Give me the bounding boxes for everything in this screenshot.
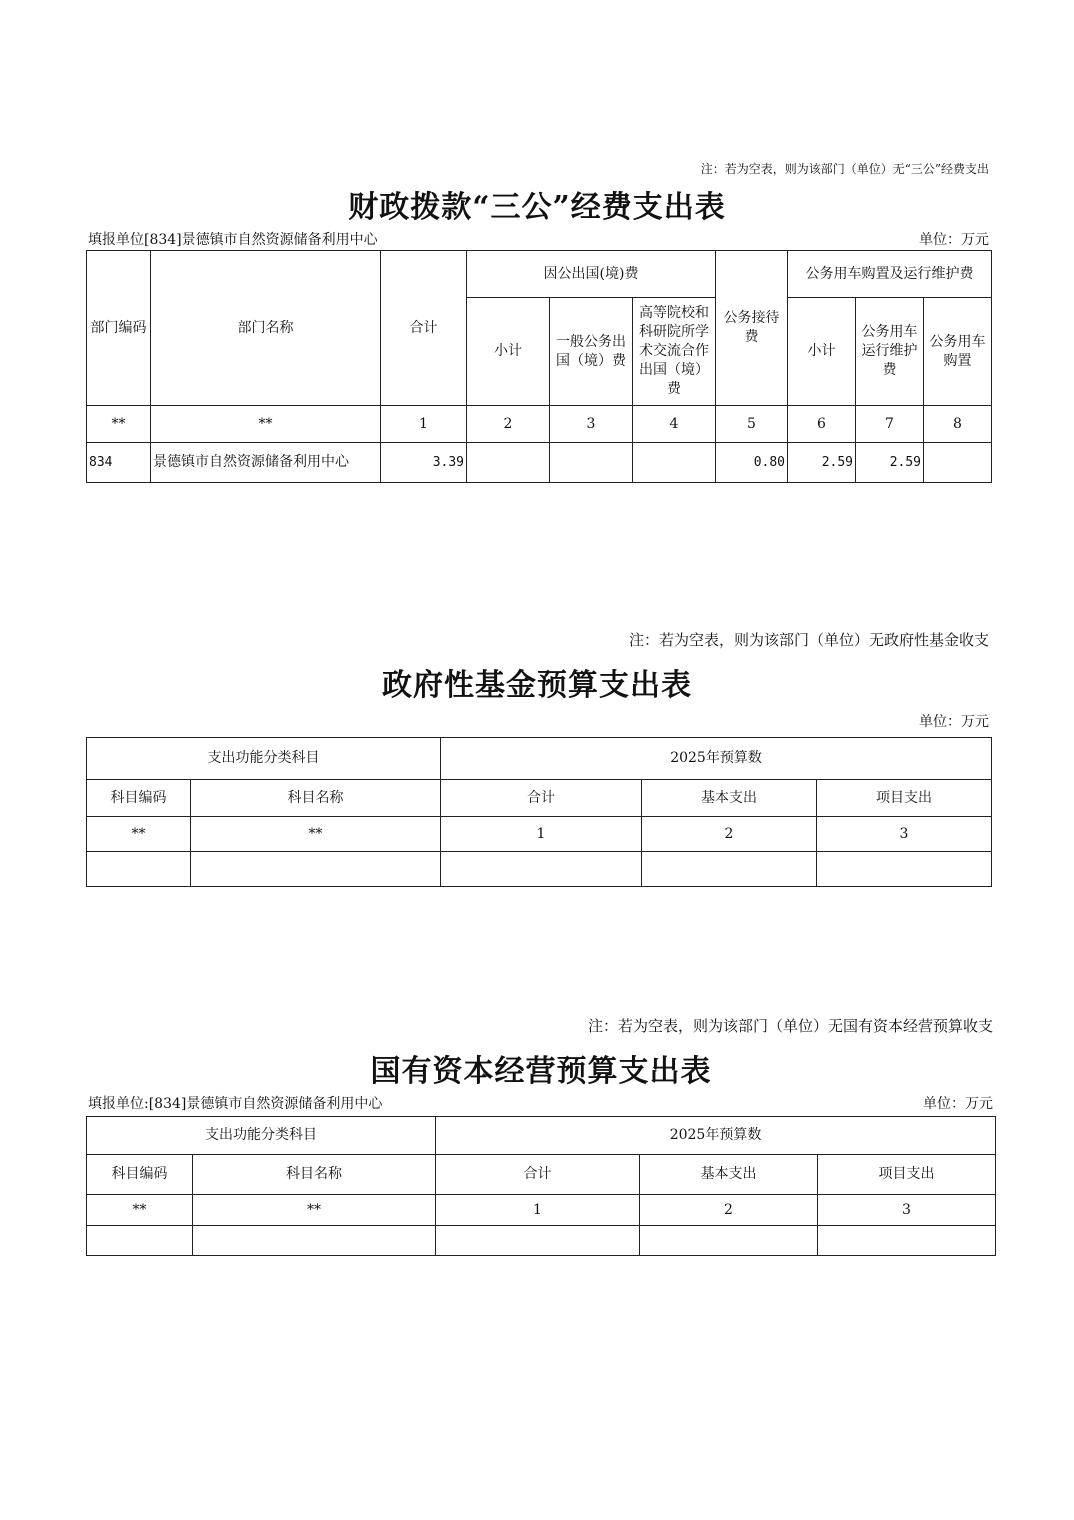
header-abroad-subtotal: 小计 — [467, 298, 550, 406]
header-project: 项目支出 — [817, 780, 992, 817]
state-capital-unit-label: 填报单位:[834]景德镇市自然资源储备利用中心 — [88, 1096, 383, 1112]
index-cell: 7 — [856, 406, 924, 443]
header-vehicle-subtotal: 小计 — [788, 298, 856, 406]
header-vehicle-group: 公务用车购置及运行维护费 — [788, 251, 992, 298]
gov-fund-currency: 单位：万元 — [919, 714, 989, 730]
index-cell: ** — [191, 817, 441, 852]
index-cell: 2 — [642, 817, 817, 852]
index-cell: 5 — [716, 406, 788, 443]
header-abroad-group: 因公出国(境)费 — [467, 251, 716, 298]
row-dept-name: 景德镇市自然资源储备利用中心 — [151, 443, 381, 483]
header-dept-code: 部门编码 — [87, 251, 151, 406]
index-cell: ** — [151, 406, 381, 443]
sanggong-note: 注：若为空表，则为该部门（单位）无“三公”经费支出 — [700, 162, 989, 176]
row-total: 3.39 — [381, 443, 467, 483]
row-vehicle-operation: 2.59 — [856, 443, 924, 483]
row-abroad-general — [550, 443, 633, 483]
index-cell: ** — [87, 817, 191, 852]
header-vehicle-purchase: 公务用车购置 — [924, 298, 992, 406]
header-total: 合计 — [381, 251, 467, 406]
header-subject-code: 科目编码 — [87, 780, 191, 817]
table-row — [87, 852, 992, 887]
header-subject-name: 科目名称 — [191, 780, 441, 817]
row-abroad-academic — [633, 443, 716, 483]
index-row — [87, 1195, 996, 1226]
index-cell: ** — [193, 1195, 436, 1226]
gov-fund-table — [86, 737, 992, 887]
header-reception: 公务接待费 — [716, 251, 788, 406]
header-project: 项目支出 — [818, 1155, 996, 1195]
index-cell: 2 — [640, 1195, 818, 1226]
index-cell: ** — [87, 1195, 193, 1226]
header-budget: 2025年预算数 — [441, 738, 992, 780]
row-reception: 0.80 — [716, 443, 788, 483]
state-capital-table — [86, 1116, 996, 1256]
row-vehicle-purchase — [924, 443, 992, 483]
header-total: 合计 — [436, 1155, 640, 1195]
index-cell: ** — [87, 406, 151, 443]
gov-fund-title: 政府性基金预算支出表 — [382, 668, 692, 703]
index-row — [87, 817, 992, 852]
row-vehicle-subtotal: 2.59 — [788, 443, 856, 483]
row-dept-code: 834 — [87, 443, 151, 483]
header-basic: 基本支出 — [640, 1155, 818, 1195]
header-basic: 基本支出 — [642, 780, 817, 817]
state-capital-note: 注：若为空表，则为该部门（单位）无国有资本经营预算收支 — [587, 1017, 993, 1035]
header-category: 支出功能分类科目 — [87, 738, 441, 780]
sanggong-unit-label: 填报单位[834]景德镇市自然资源储备利用中心 — [88, 232, 378, 248]
index-cell: 3 — [550, 406, 633, 443]
index-cell: 4 — [633, 406, 716, 443]
sanggong-table — [86, 250, 992, 483]
header-subject-code: 科目编码 — [87, 1155, 193, 1195]
header-vehicle-operation: 公务用车运行维护费 — [856, 298, 924, 406]
sanggong-currency: 单位：万元 — [919, 232, 989, 248]
index-cell: 1 — [381, 406, 467, 443]
header-budget: 2025年预算数 — [436, 1117, 996, 1155]
index-row — [87, 406, 992, 443]
header-total: 合计 — [441, 780, 642, 817]
table-row — [87, 443, 992, 483]
header-abroad-general: 一般公务出国（境）费 — [550, 298, 633, 406]
header-subject-name: 科目名称 — [193, 1155, 436, 1195]
index-cell: 1 — [436, 1195, 640, 1226]
row-abroad-subtotal — [467, 443, 550, 483]
index-cell: 2 — [467, 406, 550, 443]
index-cell: 3 — [817, 817, 992, 852]
sanggong-title: 财政拨款“三公”经费支出表 — [348, 190, 726, 225]
index-cell: 1 — [441, 817, 642, 852]
index-cell: 3 — [818, 1195, 996, 1226]
header-category: 支出功能分类科目 — [87, 1117, 436, 1155]
index-cell: 6 — [788, 406, 856, 443]
gov-fund-note: 注：若为空表，则为该部门（单位）无政府性基金收支 — [628, 631, 989, 649]
index-cell: 8 — [924, 406, 992, 443]
state-capital-currency: 单位：万元 — [923, 1096, 993, 1112]
header-abroad-academic: 高等院校和科研院所学术交流合作出国（境）费 — [633, 298, 716, 406]
state-capital-title: 国有资本经营预算支出表 — [370, 1054, 712, 1089]
table-row — [87, 1226, 996, 1256]
header-dept-name: 部门名称 — [151, 251, 381, 406]
